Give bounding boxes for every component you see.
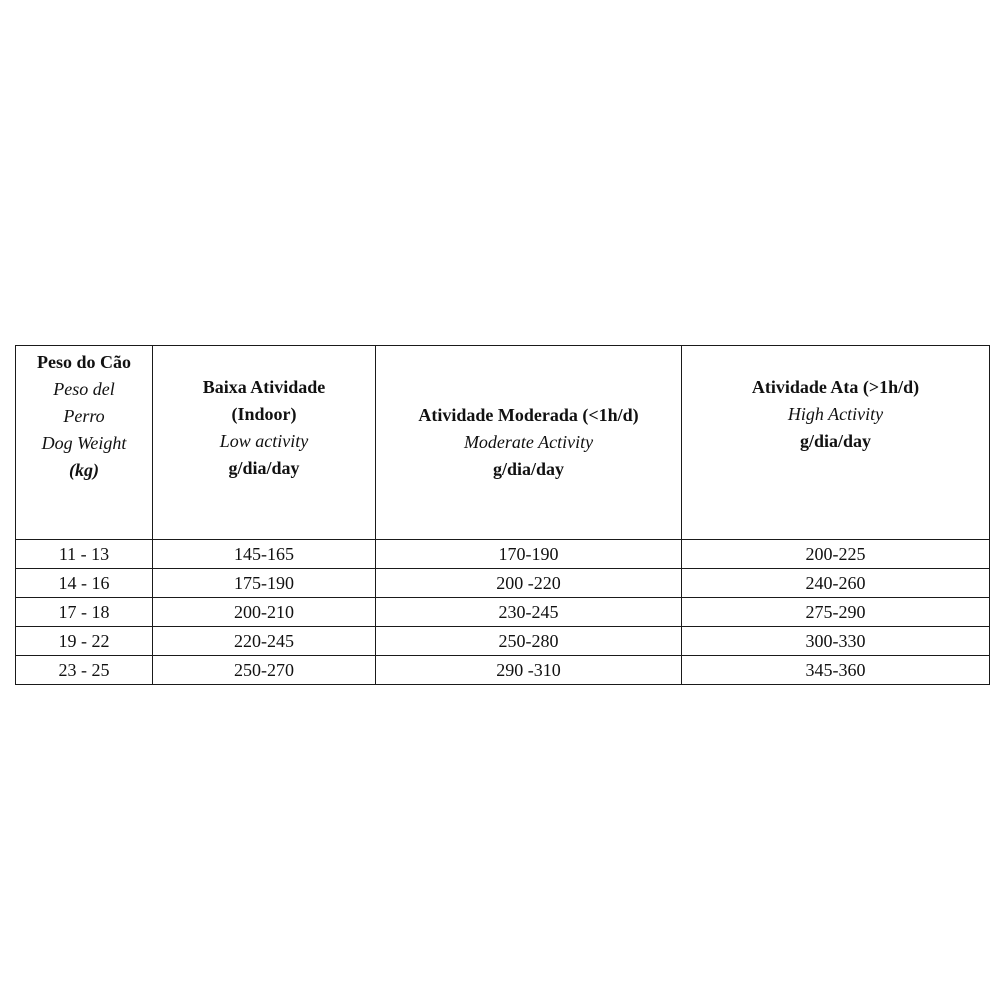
header-low-en: Low activity (219, 431, 309, 451)
cell-high: 200-225 (682, 540, 990, 569)
cell-moderate: 200 -220 (376, 569, 682, 598)
cell-high: 275-290 (682, 598, 990, 627)
header-low-activity (153, 346, 376, 540)
table-row (16, 540, 990, 569)
header-low-pt-2: (Indoor) (231, 404, 297, 424)
cell-weight: 17 - 18 (16, 598, 153, 627)
cell-weight: 23 - 25 (16, 656, 153, 685)
header-row (16, 346, 990, 540)
header-weight-pt: Peso do Cão (37, 352, 131, 372)
table-row (16, 598, 990, 627)
cell-low: 250-270 (153, 656, 376, 685)
cell-low: 220-245 (153, 627, 376, 656)
header-weight-es-1: Peso del (53, 379, 115, 399)
cell-moderate: 250-280 (376, 627, 682, 656)
header-moderate-pt: Atividade Moderada (<1h/d) (418, 405, 639, 425)
cell-low: 200-210 (153, 598, 376, 627)
feeding-table (15, 345, 990, 685)
header-moderate-unit: g/dia/day (492, 459, 565, 479)
table-row (16, 569, 990, 598)
cell-high: 240-260 (682, 569, 990, 598)
cell-low: 175-190 (153, 569, 376, 598)
header-weight-en: Dog Weight (41, 433, 127, 453)
cell-moderate: 170-190 (376, 540, 682, 569)
cell-low: 145-165 (153, 540, 376, 569)
table-row (16, 656, 990, 685)
header-weight-es-2: Perro (63, 406, 105, 426)
header-high-unit: g/dia/day (799, 431, 872, 451)
header-low-pt-1: Baixa Atividade (202, 377, 326, 397)
cell-moderate: 230-245 (376, 598, 682, 627)
cell-high: 300-330 (682, 627, 990, 656)
header-moderate-en: Moderate Activity (463, 432, 594, 452)
table-row (16, 627, 990, 656)
cell-high: 345-360 (682, 656, 990, 685)
cell-moderate: 290 -310 (376, 656, 682, 685)
header-high-pt: Atividade Ata (>1h/d) (751, 377, 920, 397)
header-moderate-activity (376, 346, 682, 540)
header-low-unit: g/dia/day (228, 458, 300, 478)
cell-weight: 11 - 13 (16, 540, 153, 569)
cell-weight: 14 - 16 (16, 569, 153, 598)
header-dog-weight (16, 346, 153, 540)
cell-weight: 19 - 22 (16, 627, 153, 656)
header-high-activity (682, 346, 990, 540)
header-high-en: High Activity (787, 404, 884, 424)
header-weight-unit: (kg) (69, 460, 99, 480)
